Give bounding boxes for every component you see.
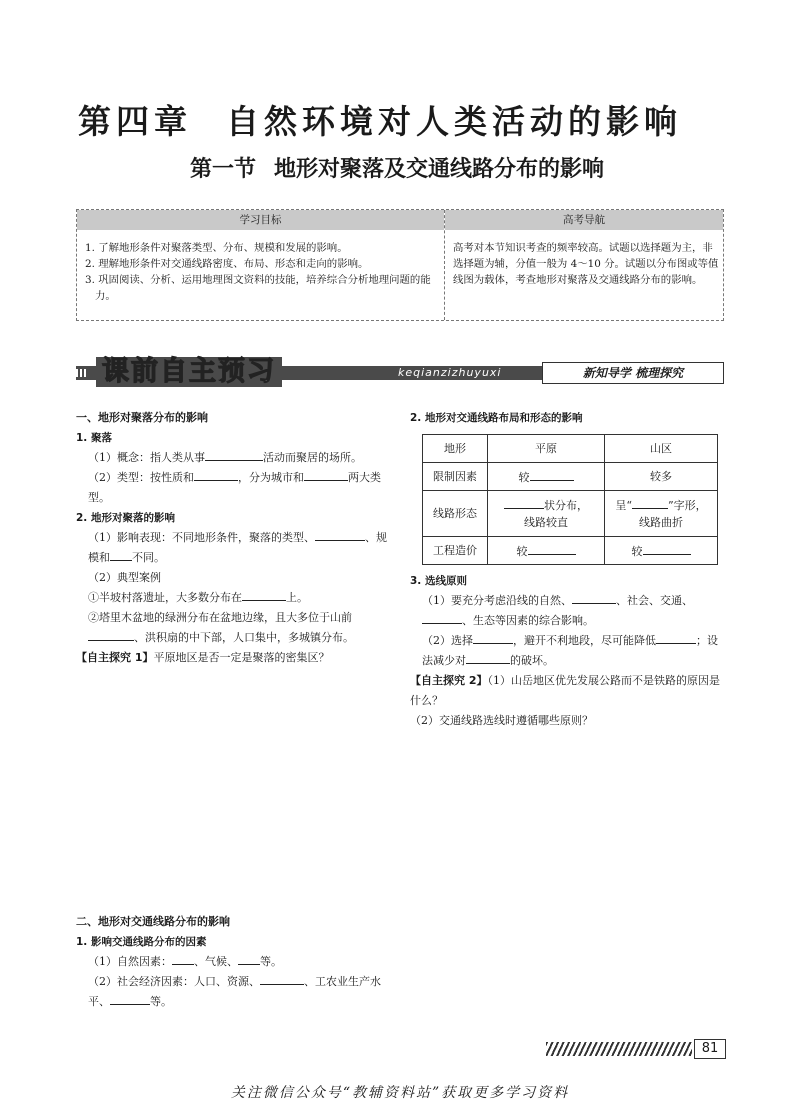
objective-item: 3. 巩固阅读、分析、运用地理图文资料的技能，培养综合分析地理问题的能力。 [85, 274, 431, 302]
blank[interactable] [632, 496, 668, 509]
text: （2）选择 [422, 634, 473, 647]
text: 、规模和 [88, 531, 387, 564]
preview-banner [76, 356, 724, 387]
blank[interactable] [643, 542, 691, 555]
text: 、社会、交通、 [616, 594, 693, 607]
text: ，避开不利地段，尽可能降低 [513, 634, 656, 647]
text: 状分布， [544, 499, 588, 512]
text: 活动而聚居的场所。 [263, 451, 362, 464]
text: ①半坡村落遗址，大多数分布在 [88, 591, 242, 604]
explore-tag: 【自主探究 2】 [410, 674, 488, 687]
chapter-number: 第四章 [78, 102, 192, 141]
table-cell [488, 537, 605, 565]
blank[interactable] [504, 496, 544, 509]
section-number: 第一节 [190, 157, 257, 182]
blank[interactable] [172, 952, 194, 965]
section-one-title: 一、地形对聚落分布的影响 [76, 411, 208, 424]
text: 、生态等因素的综合影响。 [462, 614, 594, 627]
explore-question: 平原地区是否一定是聚落的密集区？ [153, 651, 330, 664]
text: ；设法减少对 [422, 634, 718, 667]
section-title: 地形对聚落及交通线路分布的影响 [274, 157, 605, 182]
blank[interactable] [315, 528, 365, 541]
banner-pinyin: keqianzizhuyuxi [398, 366, 502, 379]
table-cell [605, 537, 718, 565]
text: （2）类型：按性质和 [88, 471, 194, 484]
text: ”字形， [668, 499, 707, 512]
text: 的破坏。 [510, 654, 554, 667]
text: 等。 [260, 955, 282, 968]
text: 较 [631, 544, 643, 558]
banner-title: 课前自主预习 [96, 357, 282, 387]
text: 线路较直 [524, 516, 568, 529]
blank[interactable] [422, 611, 462, 624]
text: 线路曲折 [639, 516, 683, 529]
blank[interactable] [656, 631, 696, 644]
exam-guide-header: 高考导航 [445, 210, 723, 230]
table-cell [488, 463, 605, 491]
table-cell: 工程造价 [423, 537, 488, 565]
text: 两大类型。 [88, 471, 381, 504]
blank[interactable] [572, 591, 616, 604]
subheading: 1. 影响交通线路分布的因素 [76, 936, 207, 948]
blank[interactable] [110, 992, 150, 1005]
text: 等。 [150, 995, 172, 1008]
left-column-lower [76, 912, 392, 1012]
chapter-title: 自然环境对人类活动的影响 [226, 102, 682, 141]
text: （1）要充分考虑沿线的自然、 [422, 594, 572, 607]
right-column [410, 408, 726, 731]
page-number: 81 [694, 1039, 726, 1059]
blank[interactable] [88, 628, 134, 641]
text: 呈“ [615, 499, 632, 512]
section-heading [190, 152, 604, 183]
table-header: 平原 [488, 435, 605, 463]
blank[interactable] [110, 548, 132, 561]
blank[interactable] [466, 651, 510, 664]
objectives-list [85, 240, 435, 304]
table-cell: 线路形态 [423, 491, 488, 537]
banner-tag: 新知导学 梳理探究 [542, 362, 724, 384]
objective-item: 2. 理解地形条件对交通线路密度、布局、形态和走向的影响。 [85, 258, 369, 270]
subheading: 2. 地形对聚落的影响 [76, 512, 175, 524]
table-cell [605, 491, 718, 537]
subheading: 2. 地形对交通线路布局和形态的影响 [410, 412, 583, 424]
blank[interactable] [194, 468, 238, 481]
table-cell: 较多 [605, 463, 718, 491]
blank[interactable] [528, 542, 576, 555]
left-column [76, 408, 392, 668]
text: ，分为城市和 [238, 471, 304, 484]
blank[interactable] [242, 588, 286, 601]
objectives-header: 学习目标 [77, 210, 444, 230]
exam-guide-text: 高考对本节知识考查的频率较高。试题以选择题为主，非选择题为辅，分值一般为 4～10 分。试题以分布图或等值线图为载体，考查地形对聚落及交通线路分布的影响。 [453, 242, 719, 286]
blank[interactable] [238, 952, 260, 965]
text: （2）社会经济因素：人口、资源、 [88, 975, 260, 988]
subheading: 3. 选线原则 [410, 575, 467, 587]
text: 、洪积扇的中下部，人口集中，多城镇分布。 [134, 631, 354, 644]
table-header: 地形 [423, 435, 488, 463]
text: 、工农业生产水平、 [88, 975, 381, 1008]
table-cell [488, 491, 605, 537]
terrain-table [422, 434, 718, 565]
objectives-box [76, 209, 724, 321]
text: 较 [516, 544, 528, 558]
blank[interactable] [530, 468, 574, 481]
chapter-heading [78, 96, 722, 143]
page-number-bar [546, 1039, 726, 1059]
text: 上。 [286, 591, 308, 604]
blank[interactable] [473, 631, 513, 644]
section-two-title: 二、地形对交通线路分布的影响 [76, 915, 230, 928]
footer-note: 关注微信公众号“教辅资料站”获取更多学习资料 [230, 1085, 570, 1101]
text: 、气候、 [194, 955, 238, 968]
blank[interactable] [260, 972, 304, 985]
objective-item: 1. 了解地形条件对聚落类型、分布、规模和发展的影响。 [85, 242, 348, 254]
table-header: 山区 [605, 435, 718, 463]
blank[interactable] [304, 468, 348, 481]
text: 较 [518, 470, 530, 484]
explore-tag: 【自主探究 1】 [76, 651, 154, 664]
explore-question: （2）交通线路选线时遵循哪些原则？ [410, 714, 593, 727]
text: （1）影响表现：不同地形条件，聚落的类型、 [88, 531, 315, 544]
text: （1）自然因素： [88, 955, 172, 968]
text: （1）概念：指人类从事 [88, 451, 205, 464]
text: 不同。 [132, 551, 165, 564]
blank[interactable] [205, 448, 263, 461]
text: （2）典型案例 [88, 571, 161, 584]
subheading: 1. 聚落 [76, 432, 112, 444]
table-cell: 限制因素 [423, 463, 488, 491]
explore-question: （1）山岳地区优先发展公路而不是铁路的原因是什么？ [410, 674, 720, 707]
text: ②塔里木盆地的绿洲分布在盆地边缘，且大多位于山前 [88, 611, 352, 624]
